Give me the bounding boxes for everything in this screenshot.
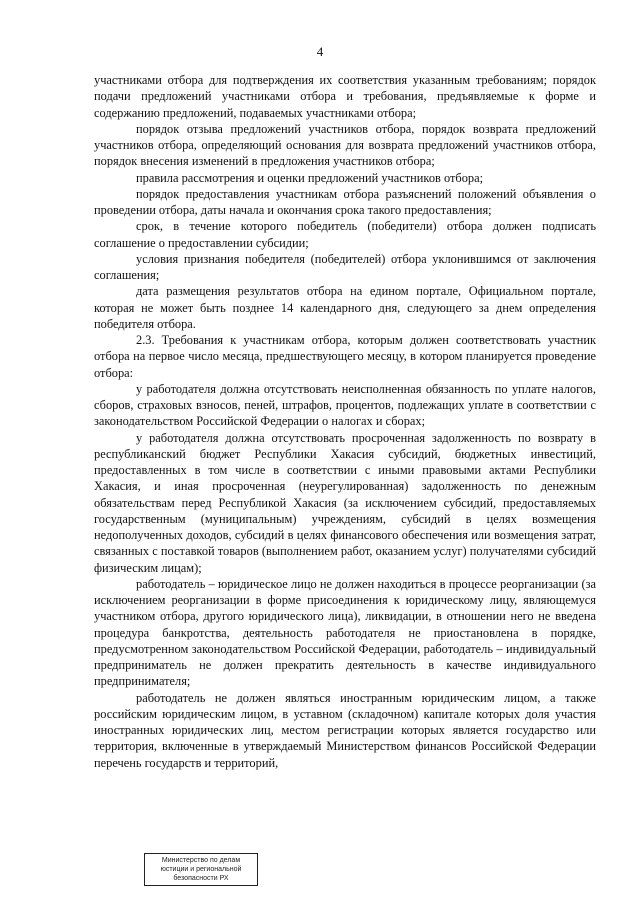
page-number: 4 <box>316 44 324 59</box>
paragraph-9: у работодателя должна отсутствовать неисполненная обязанность по уплате налогов, сборов, страховых взносов, пеней, штрафов, процентов, подлежащих уплате в соответствии с законодательством Российской Федерации о налогах и сборах; <box>94 381 596 429</box>
paragraph-12: работодатель не должен являться иностранным юридическим лицом, а также российским юридическим лицом, в уставном (складочном) капитале которых доля участия иностранных юридических лиц, местом регистрации которых является государство или территория, включенные в утверждаемый Министерством финансов Российской Федерации перечень государств и территорий, <box>94 690 596 770</box>
paragraph-3: правила рассмотрения и оценки предложений участников отбора; <box>136 170 484 185</box>
stamp-line-2: юстиции и региональной <box>160 866 242 873</box>
paragraph-11: работодатель – юридическое лицо не должен находиться в процессе реорганизации (за исключением реорганизации в форме присоединения к юридическому лицу, являющемуся участником отбора, другого юридического лица), ликвидации, в отношении него не введена процедура банкротства, деятельность работодателя не приостановлена в порядке, предусмотренном законодательством Российской Федерации, работодатель – индивидуальный предприниматель не должен прекратить деятельность в качестве индивидуального предпринимателя; <box>94 576 596 689</box>
paragraph-6: условия признания победителя (победителей) отбора уклонившимся от заключения соглашения; <box>94 251 596 282</box>
paragraph-7: дата размещения результатов отбора на едином портале, Официальном портале, которая не может быть позднее 14 календарного дня, следующего за днем определения победителя отбора. <box>94 284 596 331</box>
paragraph-8-section-2-3: 2.3. Требования к участникам отбора, которым должен соответствовать участник отбора на первое число месяца, предшествующего месяцу, в котором планируется проведение отбора: <box>94 333 596 380</box>
paragraph-4: порядок предоставления участникам отбора разъяснений положений объявления о проведении отбора, даты начала и окончания срока такого предоставления; <box>94 186 596 217</box>
ministry-stamp <box>144 853 258 886</box>
stamp-line-1: Министерство по делам <box>161 857 241 864</box>
document-body <box>94 72 596 771</box>
paragraph-2: порядок отзыва предложений участников отбора, порядок возврата предложений участников отбора, определяющий основания для возврата предложений участников отбора, порядок внесения изменений в предложения участников отбора; <box>94 121 596 169</box>
paragraph-5: срок, в течение которого победитель (победители) отбора должен подписать соглашение о предоставлении субсидии; <box>94 219 596 250</box>
stamp-line-3: безопасности РХ <box>173 875 229 882</box>
paragraph-1: участниками отбора для подтверждения их соответствия указанным требованиям; порядок подачи предложений участниками отбора и требования, предъявляемые к форме и содержанию предложений, подаваемых участниками отбора; <box>94 73 596 120</box>
paragraph-10: у работодателя должна отсутствовать просроченная задолженность по возврату в республиканский бюджет Республики Хакасия субсидий, бюджетных инвестиций, предоставленных в том числе в соответствии с иными правовыми актами Республики Хакасия, и иная просроченная (неурегулированная) задолженность по денежным обязательствам перед Республикой Хакасия (за исключением субсидий, предоставляемых государственным (муниципальным) учреждениям, субсидий в целях возмещения недополученных доходов, субсидий в целях финансового обеспечения или возмещения затрат, связанных с поставкой товаров (выполнением работ, оказанием услуг) получателями субсидий физическим лицам); <box>94 430 596 575</box>
